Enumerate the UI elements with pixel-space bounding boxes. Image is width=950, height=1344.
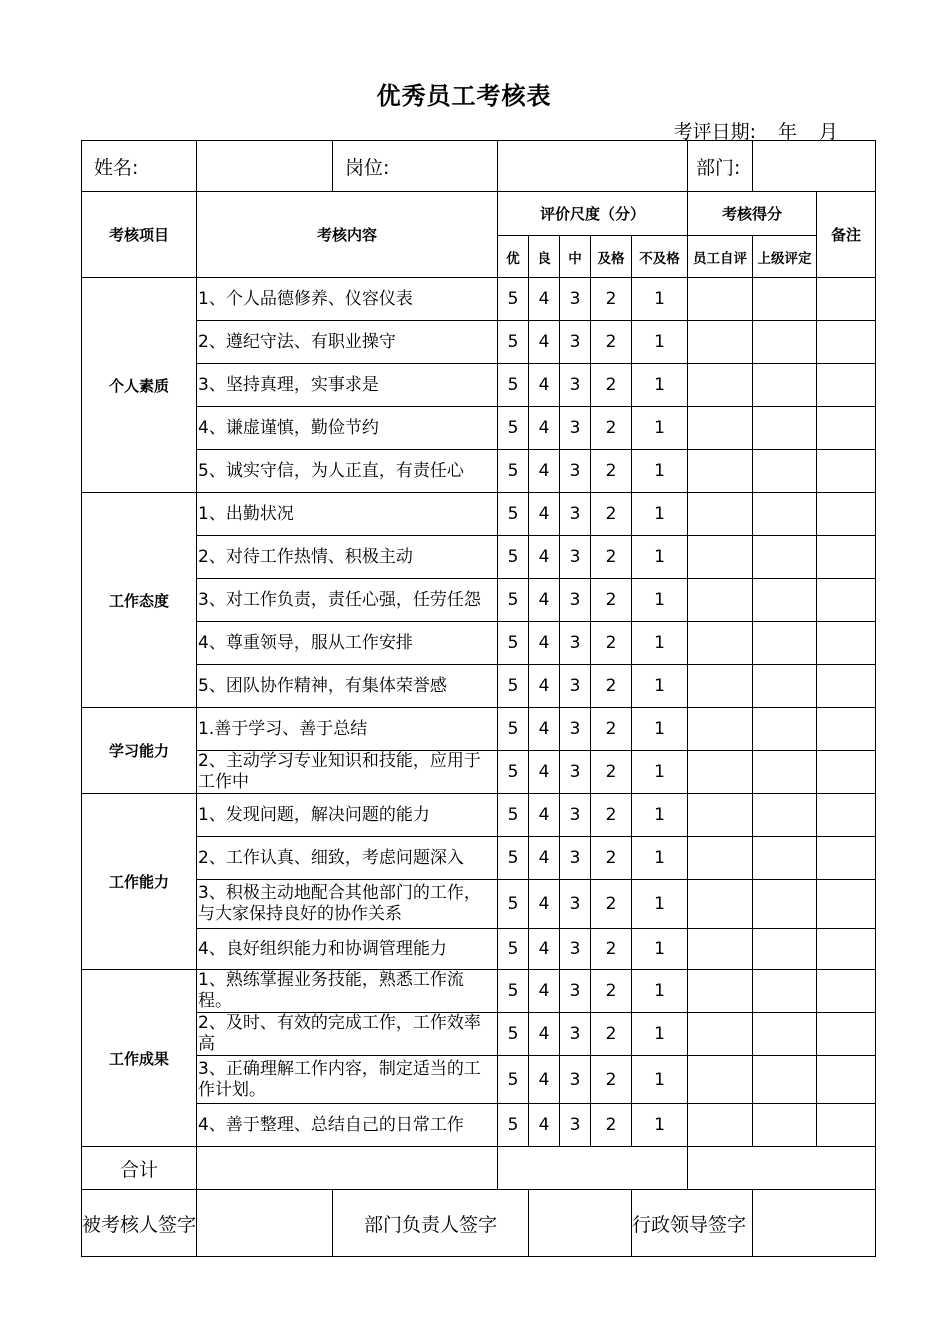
remark-cell[interactable] (817, 321, 876, 364)
category-name: 学习能力 (82, 708, 197, 794)
item-content: 4、善于整理、总结自己的日常工作 (197, 1104, 498, 1147)
score-option[interactable]: 5 (498, 929, 529, 970)
total-scale-cell (498, 1147, 688, 1190)
score-option[interactable]: 1 (632, 579, 688, 622)
score-option[interactable]: 3 (560, 536, 591, 579)
score-option[interactable]: 5 (498, 407, 529, 450)
score-option[interactable]: 5 (498, 1104, 529, 1147)
score-option[interactable]: 4 (529, 708, 560, 751)
assessee-signature-field[interactable] (197, 1190, 333, 1257)
score-option[interactable]: 3 (560, 1013, 591, 1056)
score-option[interactable]: 1 (632, 929, 688, 970)
score-option[interactable]: 4 (529, 880, 560, 929)
score-option[interactable]: 5 (498, 321, 529, 364)
assessment-table (81, 140, 876, 1257)
self-eval-cell[interactable] (688, 837, 753, 880)
header-scale: 评价尺度（分） (498, 192, 688, 236)
remark-cell[interactable] (817, 1013, 876, 1056)
superior-eval-cell[interactable] (753, 364, 817, 407)
score-option[interactable]: 4 (529, 278, 560, 321)
item-content: 1、个人品德修养、仪容仪表 (197, 278, 498, 321)
grade-excellent: 优 (498, 236, 529, 278)
score-option[interactable]: 3 (560, 579, 591, 622)
item-content: 4、尊重领导，服从工作安排 (197, 622, 498, 665)
item-content: 2、对待工作热情、积极主动 (197, 536, 498, 579)
item-row (82, 929, 876, 970)
superior-eval-cell[interactable] (753, 450, 817, 493)
score-option[interactable]: 5 (498, 278, 529, 321)
score-option[interactable]: 4 (529, 622, 560, 665)
score-option[interactable]: 5 (498, 970, 529, 1013)
score-option[interactable]: 3 (560, 708, 591, 751)
item-content: 2、工作认真、细致，考虑问题深入 (197, 837, 498, 880)
score-option[interactable]: 4 (529, 536, 560, 579)
header-superior-eval: 上级评定 (753, 236, 817, 278)
remark-cell[interactable] (817, 407, 876, 450)
score-option[interactable]: 1 (632, 880, 688, 929)
remark-cell[interactable] (817, 450, 876, 493)
self-eval-cell[interactable] (688, 1056, 753, 1104)
score-option[interactable]: 2 (591, 837, 632, 880)
dept-head-signature-field[interactable] (529, 1190, 632, 1257)
score-option[interactable]: 3 (560, 278, 591, 321)
score-option[interactable]: 3 (560, 665, 591, 708)
superior-eval-cell[interactable] (753, 794, 817, 837)
item-content: 3、对工作负责，责任心强，任劳任怨 (197, 579, 498, 622)
remark-cell[interactable] (817, 493, 876, 536)
item-content: 1、熟练掌握业务技能，熟悉工作流程。 (197, 970, 498, 1013)
score-option[interactable]: 2 (591, 929, 632, 970)
self-eval-cell[interactable] (688, 579, 753, 622)
score-option[interactable]: 3 (560, 364, 591, 407)
score-option[interactable]: 5 (498, 1056, 529, 1104)
score-option[interactable]: 1 (632, 837, 688, 880)
score-option[interactable]: 3 (560, 970, 591, 1013)
score-option[interactable]: 5 (498, 450, 529, 493)
item-row (82, 751, 876, 794)
signature-row (82, 1190, 876, 1257)
item-row (82, 665, 876, 708)
remark-cell[interactable] (817, 579, 876, 622)
header-item: 考核项目 (82, 192, 197, 278)
info-row (82, 141, 876, 192)
item-content: 5、团队协作精神，有集体荣誉感 (197, 665, 498, 708)
total-row (82, 1147, 876, 1190)
remark-cell[interactable] (817, 794, 876, 837)
item-row (82, 536, 876, 579)
item-row (82, 1104, 876, 1147)
header-content: 考核内容 (197, 192, 498, 278)
score-option[interactable]: 5 (498, 794, 529, 837)
score-option[interactable]: 4 (529, 493, 560, 536)
remark-cell[interactable] (817, 970, 876, 1013)
score-option[interactable]: 5 (498, 751, 529, 794)
score-option[interactable]: 2 (591, 450, 632, 493)
score-option[interactable]: 4 (529, 1056, 560, 1104)
name-field[interactable] (197, 141, 333, 192)
remark-cell[interactable] (817, 751, 876, 794)
item-content: 2、遵纪守法、有职业操守 (197, 321, 498, 364)
score-option[interactable]: 5 (498, 364, 529, 407)
header-score: 考核得分 (688, 192, 817, 236)
superior-eval-cell[interactable] (753, 493, 817, 536)
remark-cell[interactable] (817, 665, 876, 708)
score-option[interactable]: 3 (560, 837, 591, 880)
score-option[interactable]: 4 (529, 450, 560, 493)
score-option[interactable]: 2 (591, 1056, 632, 1104)
assessee-signature-label: 被考核人签字 (82, 1190, 197, 1257)
score-option[interactable]: 3 (560, 880, 591, 929)
header-remark: 备注 (817, 192, 876, 278)
score-option[interactable]: 2 (591, 579, 632, 622)
superior-eval-cell[interactable] (753, 970, 817, 1013)
score-option[interactable]: 4 (529, 665, 560, 708)
score-option[interactable]: 1 (632, 1104, 688, 1147)
remark-cell[interactable] (817, 1104, 876, 1147)
name-label: 姓名: (82, 141, 197, 192)
remark-cell[interactable] (817, 929, 876, 970)
score-option[interactable]: 5 (498, 837, 529, 880)
self-eval-cell[interactable] (688, 1013, 753, 1056)
date-year: 年 (777, 121, 797, 143)
superior-eval-cell[interactable] (753, 622, 817, 665)
score-option[interactable]: 3 (560, 493, 591, 536)
category-name: 工作成果 (82, 970, 197, 1147)
total-score-cell[interactable] (688, 1147, 876, 1190)
score-option[interactable]: 5 (498, 622, 529, 665)
score-option[interactable]: 3 (560, 622, 591, 665)
header-self-eval: 员工自评 (688, 236, 753, 278)
item-row (82, 794, 876, 837)
superior-eval-cell[interactable] (753, 751, 817, 794)
score-option[interactable]: 1 (632, 278, 688, 321)
item-content: 3、坚持真理，实事求是 (197, 364, 498, 407)
date-label: 考评日期: (673, 121, 756, 143)
score-option[interactable]: 3 (560, 450, 591, 493)
superior-eval-cell[interactable] (753, 1104, 817, 1147)
self-eval-cell[interactable] (688, 1104, 753, 1147)
score-option[interactable]: 3 (560, 1056, 591, 1104)
superior-eval-cell[interactable] (753, 929, 817, 970)
item-row (82, 450, 876, 493)
remark-cell[interactable] (817, 837, 876, 880)
score-option[interactable]: 5 (498, 708, 529, 751)
grade-medium: 中 (560, 236, 591, 278)
score-option[interactable]: 1 (632, 536, 688, 579)
self-eval-cell[interactable] (688, 450, 753, 493)
score-option[interactable]: 5 (498, 536, 529, 579)
score-option[interactable]: 2 (591, 321, 632, 364)
score-option[interactable]: 2 (591, 278, 632, 321)
score-option[interactable]: 4 (529, 751, 560, 794)
score-option[interactable]: 1 (632, 450, 688, 493)
self-eval-cell[interactable] (688, 708, 753, 751)
score-option[interactable]: 1 (632, 364, 688, 407)
page-title: 优秀员工考核表 (376, 82, 552, 110)
score-option[interactable]: 4 (529, 1013, 560, 1056)
score-option[interactable]: 1 (632, 622, 688, 665)
score-option[interactable]: 1 (632, 708, 688, 751)
position-field[interactable] (498, 141, 688, 192)
item-row (82, 970, 876, 1013)
score-option[interactable]: 2 (591, 536, 632, 579)
score-option[interactable]: 2 (591, 751, 632, 794)
item-content: 1、发现问题，解决问题的能力 (197, 794, 498, 837)
grade-fail: 不及格 (632, 236, 688, 278)
remark-cell[interactable] (817, 536, 876, 579)
superior-eval-cell[interactable] (753, 665, 817, 708)
score-option[interactable]: 2 (591, 970, 632, 1013)
item-content: 4、谦虚谨慎，勤俭节约 (197, 407, 498, 450)
score-option[interactable]: 2 (591, 493, 632, 536)
score-option[interactable]: 5 (498, 880, 529, 929)
admin-leader-signature-field[interactable] (753, 1190, 876, 1257)
score-option[interactable]: 2 (591, 364, 632, 407)
category-name: 工作态度 (82, 493, 197, 708)
item-row (82, 407, 876, 450)
item-row (82, 1056, 876, 1104)
item-row (82, 321, 876, 364)
item-content: 5、诚实守信，为人正直，有责任心 (197, 450, 498, 493)
self-eval-cell[interactable] (688, 880, 753, 929)
remark-cell[interactable] (817, 278, 876, 321)
superior-eval-cell[interactable] (753, 880, 817, 929)
item-row (82, 278, 876, 321)
item-row (82, 837, 876, 880)
score-option[interactable]: 4 (529, 970, 560, 1013)
remark-cell[interactable] (817, 1056, 876, 1104)
score-option[interactable]: 4 (529, 837, 560, 880)
item-row (82, 579, 876, 622)
item-row (82, 1013, 876, 1056)
dept-field[interactable] (753, 141, 876, 192)
dept-label: 部门: (688, 141, 753, 192)
item-row (82, 493, 876, 536)
category-name: 工作能力 (82, 794, 197, 970)
score-option[interactable]: 1 (632, 407, 688, 450)
self-eval-cell[interactable] (688, 407, 753, 450)
score-option[interactable]: 2 (591, 880, 632, 929)
item-row (82, 622, 876, 665)
score-option[interactable]: 3 (560, 929, 591, 970)
superior-eval-cell[interactable] (753, 407, 817, 450)
score-option[interactable]: 2 (591, 1104, 632, 1147)
score-option[interactable]: 3 (560, 751, 591, 794)
self-eval-cell[interactable] (688, 622, 753, 665)
score-option[interactable]: 4 (529, 579, 560, 622)
self-eval-cell[interactable] (688, 970, 753, 1013)
score-option[interactable]: 5 (498, 1013, 529, 1056)
total-content-cell (197, 1147, 498, 1190)
superior-eval-cell[interactable] (753, 579, 817, 622)
self-eval-cell[interactable] (688, 321, 753, 364)
score-option[interactable]: 1 (632, 665, 688, 708)
score-option[interactable]: 4 (529, 407, 560, 450)
score-option[interactable]: 5 (498, 665, 529, 708)
score-option[interactable]: 2 (591, 794, 632, 837)
item-row (82, 708, 876, 751)
score-option[interactable]: 5 (498, 579, 529, 622)
item-content: 4、良好组织能力和协调管理能力 (197, 929, 498, 970)
score-option[interactable]: 4 (529, 321, 560, 364)
score-option[interactable]: 1 (632, 1013, 688, 1056)
superior-eval-cell[interactable] (753, 1013, 817, 1056)
item-content: 2、及时、有效的完成工作，工作效率高 (197, 1013, 498, 1056)
item-content: 3、正确理解工作内容，制定适当的工作计划。 (197, 1056, 498, 1104)
score-option[interactable]: 4 (529, 1104, 560, 1147)
superior-eval-cell[interactable] (753, 536, 817, 579)
item-row (82, 880, 876, 929)
self-eval-cell[interactable] (688, 794, 753, 837)
score-option[interactable]: 1 (632, 321, 688, 364)
superior-eval-cell[interactable] (753, 321, 817, 364)
score-option[interactable]: 1 (632, 751, 688, 794)
score-option[interactable]: 5 (498, 493, 529, 536)
score-option[interactable]: 4 (529, 794, 560, 837)
self-eval-cell[interactable] (688, 364, 753, 407)
item-content: 2、主动学习专业知识和技能，应用于工作中 (197, 751, 498, 794)
score-option[interactable]: 3 (560, 1104, 591, 1147)
header-row-1 (82, 192, 876, 236)
score-option[interactable]: 2 (591, 622, 632, 665)
superior-eval-cell[interactable] (753, 1056, 817, 1104)
score-option[interactable]: 2 (591, 708, 632, 751)
self-eval-cell[interactable] (688, 929, 753, 970)
score-option[interactable]: 1 (632, 794, 688, 837)
date-month: 月 (818, 121, 838, 143)
remark-cell[interactable] (817, 708, 876, 751)
self-eval-cell[interactable] (688, 493, 753, 536)
position-label: 岗位: (333, 141, 498, 192)
self-eval-cell[interactable] (688, 536, 753, 579)
score-option[interactable]: 1 (632, 1056, 688, 1104)
score-option[interactable]: 4 (529, 364, 560, 407)
score-option[interactable]: 2 (591, 1013, 632, 1056)
admin-leader-signature-label: 行政领导签字 (632, 1190, 753, 1257)
remark-cell[interactable] (817, 880, 876, 929)
self-eval-cell[interactable] (688, 278, 753, 321)
category-name: 个人素质 (82, 278, 197, 493)
score-option[interactable]: 2 (591, 407, 632, 450)
score-option[interactable]: 3 (560, 407, 591, 450)
item-content: 3、积极主动地配合其他部门的工作，与大家保持良好的协作关系 (197, 880, 498, 929)
remark-cell[interactable] (817, 364, 876, 407)
superior-eval-cell[interactable] (753, 837, 817, 880)
superior-eval-cell[interactable] (753, 278, 817, 321)
total-label: 合计 (82, 1147, 197, 1190)
score-option[interactable]: 4 (529, 929, 560, 970)
item-content: 1、出勤状况 (197, 493, 498, 536)
score-option[interactable]: 3 (560, 794, 591, 837)
score-option[interactable]: 2 (591, 665, 632, 708)
grade-good: 良 (529, 236, 560, 278)
score-option[interactable]: 1 (632, 970, 688, 1013)
grade-pass: 及格 (591, 236, 632, 278)
item-row (82, 364, 876, 407)
superior-eval-cell[interactable] (753, 708, 817, 751)
remark-cell[interactable] (817, 622, 876, 665)
self-eval-cell[interactable] (688, 751, 753, 794)
self-eval-cell[interactable] (688, 665, 753, 708)
item-content: 1.善于学习、善于总结 (197, 708, 498, 751)
dept-head-signature-label: 部门负责人签字 (333, 1190, 529, 1257)
score-option[interactable]: 3 (560, 321, 591, 364)
score-option[interactable]: 1 (632, 493, 688, 536)
